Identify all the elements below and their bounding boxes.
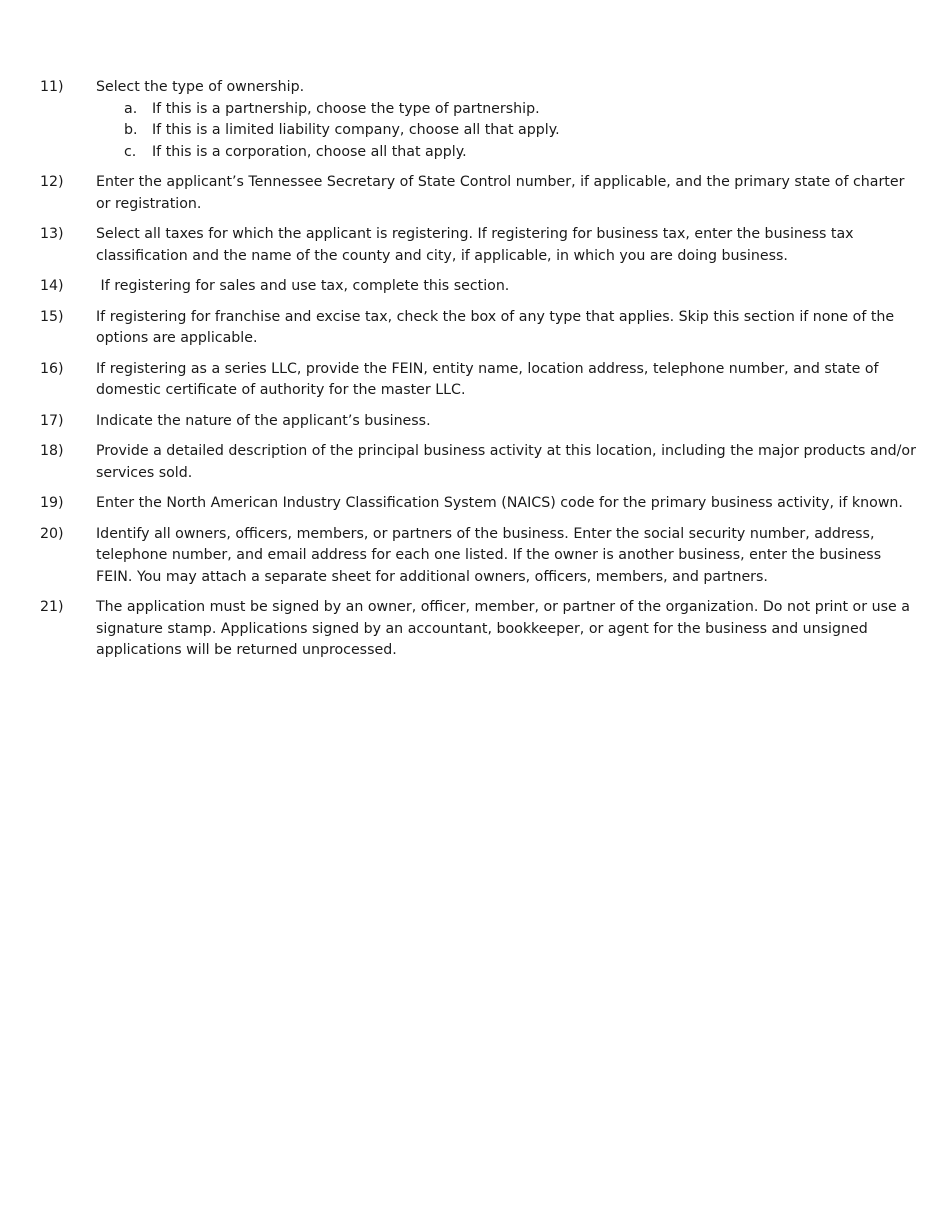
sub-item-letter: b. [124, 122, 138, 138]
instruction-item-13 [40, 224, 920, 267]
item-number: 13) [40, 226, 64, 242]
item-number: 15) [40, 308, 64, 325]
item-text: Enter the applicant’s Tennessee Secretary of State Control number, if applicable, and the primary state of charter or registration. [96, 174, 905, 212]
item-text: Select the type of ownership. [96, 79, 305, 95]
instruction-item-16 [40, 359, 920, 402]
item-number: 17) [40, 412, 64, 429]
sub-list [96, 99, 920, 164]
item-number: 21) [40, 599, 64, 615]
item-text: Identify all owners, officers, members, or partners of the business. Enter the social security number, address, telephone number, and email address for each one listed. If the owner is another business, enter the business FEIN. You may attach a separate sheet for additional owners, officers, members, and partners. [96, 525, 882, 585]
sub-item-b [96, 120, 920, 142]
sub-item-a [96, 99, 920, 121]
item-number: 20) [40, 525, 64, 542]
item-number: 18) [40, 443, 64, 459]
item-text: Indicate the nature of the applicant’s business. [96, 412, 431, 429]
instruction-item-20 [40, 524, 920, 589]
instruction-item-11 [40, 77, 920, 163]
item-text: If registering as a series LLC, provide the FEIN, entity name, location address, telephone number, and state of domestic certificate of authority for the master LLC. [96, 360, 879, 398]
instruction-item-19 [40, 493, 920, 515]
item-number: 11) [40, 79, 64, 95]
item-number: 12) [40, 174, 64, 190]
instruction-item-12 [40, 172, 920, 215]
sub-item-c [96, 142, 920, 164]
item-number: 19) [40, 495, 64, 511]
item-text: If registering for sales and use tax, complete this section. [96, 278, 510, 294]
instruction-item-21 [40, 597, 920, 662]
item-body [96, 77, 920, 163]
item-text: The application must be signed by an owner, officer, member, or partner of the organization. Do not print or use a signature stamp. Applications signed by an accountant, bookkeeper, or agent for the business and unsigned applications will be returned unprocessed. [96, 599, 910, 658]
instruction-item-14 [40, 276, 920, 298]
instruction-list [40, 77, 920, 671]
instruction-item-15 [40, 307, 920, 350]
item-number: 14) [40, 278, 64, 294]
sub-item-text: If this is a partnership, choose the type of partnership. [152, 100, 540, 117]
item-text: Select all taxes for which the applicant is registering. If registering for business tax, enter the business tax classification and the name of the county and city, if applicable, in which you are doing business. [96, 226, 854, 264]
instruction-item-18 [40, 441, 920, 484]
item-text: If registering for franchise and excise tax, check the box of any type that applies. Skip this section if none of the options are applicable. [96, 308, 895, 346]
sub-item-letter: a. [124, 100, 138, 117]
sub-item-text: If this is a limited liability company, choose all that apply. [152, 122, 560, 138]
sub-item-text: If this is a corporation, choose all that apply. [152, 143, 467, 160]
item-text: Enter the North American Industry Classification System (NAICS) code for the primary business activity, if known. [96, 495, 903, 511]
item-number: 16) [40, 360, 64, 377]
sub-item-letter: c. [124, 143, 137, 160]
item-text: Provide a detailed description of the principal business activity at this location, including the major products and/or services sold. [96, 443, 916, 481]
instruction-item-17 [40, 411, 920, 433]
